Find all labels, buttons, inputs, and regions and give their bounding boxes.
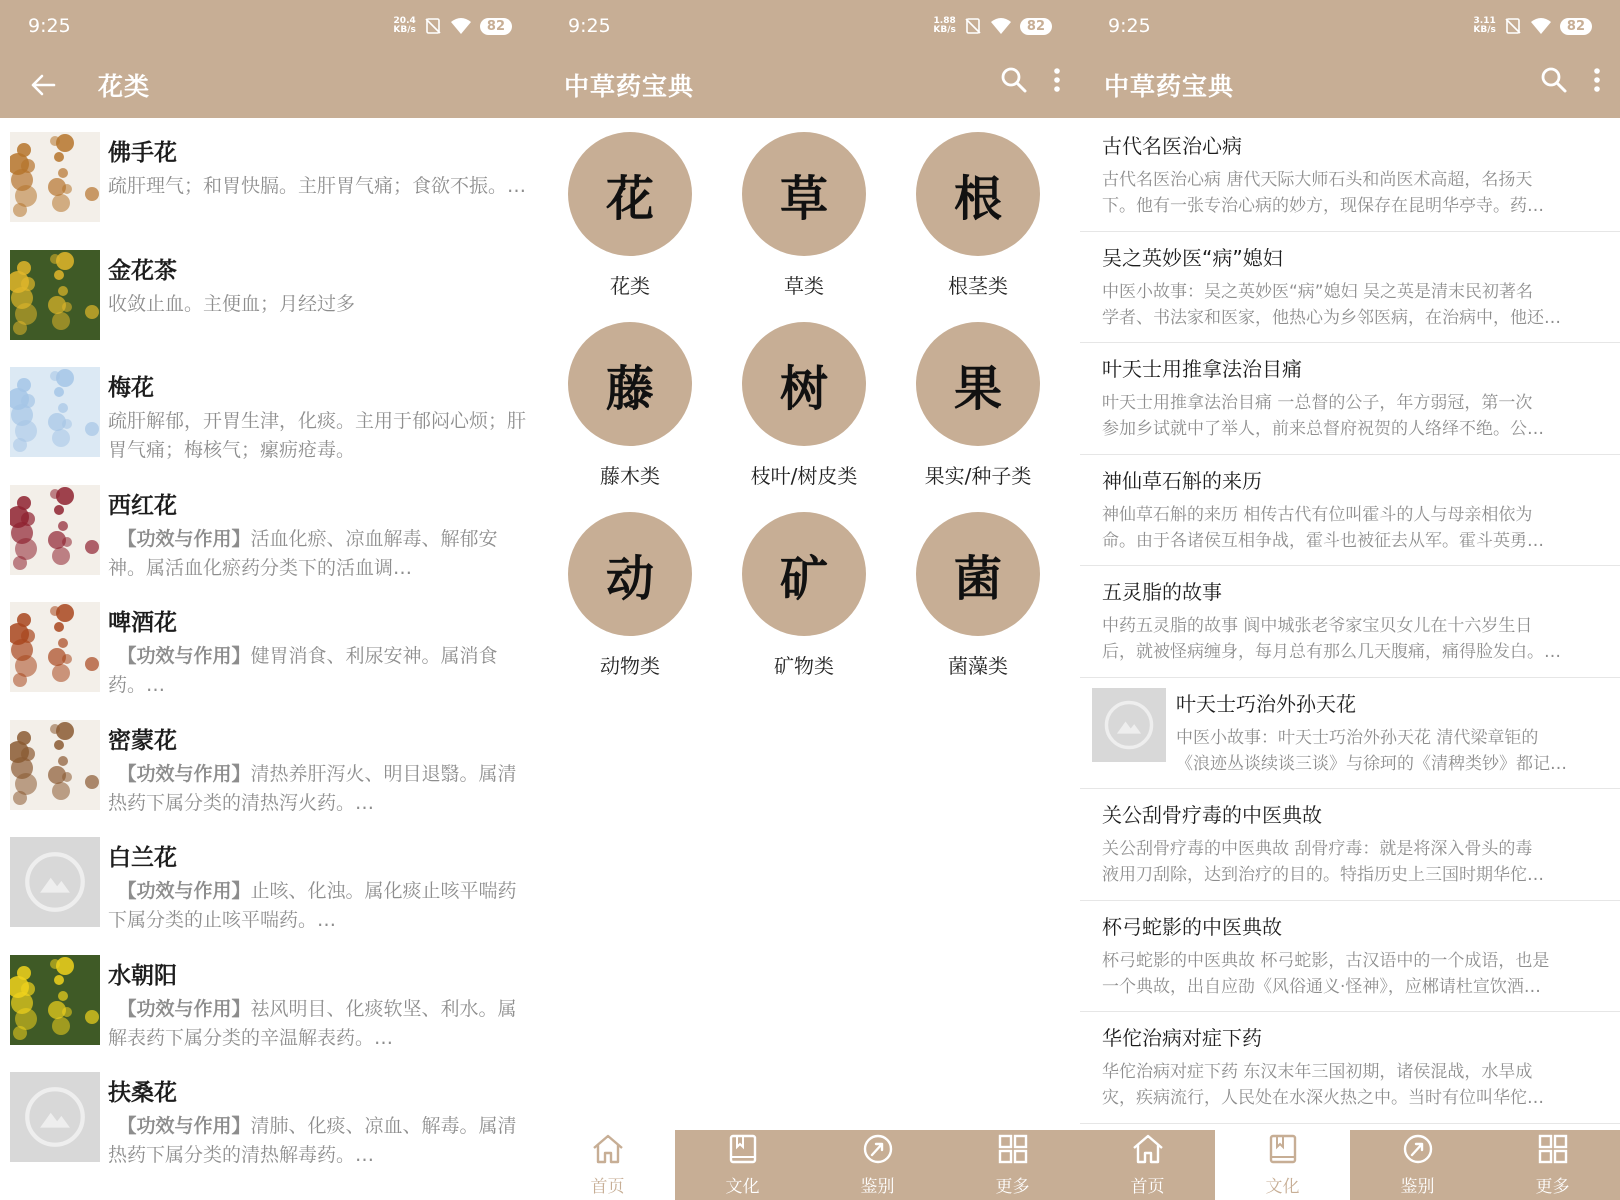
article-summary-line: 下。他有一张专治心病的妙方，现保存在昆明华亭寺。药… (1102, 196, 1544, 216)
article-item[interactable] (1080, 789, 1620, 901)
article-summary (1102, 279, 1608, 331)
app-title: 中草药宝典 (564, 72, 695, 101)
herb-list-item[interactable] (0, 359, 540, 477)
herb-thumbnail (10, 485, 100, 575)
status-bar (0, 0, 540, 52)
herb-description (108, 407, 528, 465)
article-summary-line: 参加乡试就中了举人，前来总督府祝贺的人络绎不绝。公… (1102, 419, 1544, 439)
battery-icon: 82 (480, 18, 512, 35)
herb-name: 金花茶 (108, 257, 177, 284)
category-1[interactable] (540, 132, 720, 299)
herb-thumbnail (10, 602, 100, 692)
herb-thumbnail (10, 1072, 100, 1162)
herb-photo (10, 132, 100, 222)
category-6[interactable] (888, 322, 1068, 489)
nav-book[interactable] (1215, 1130, 1350, 1200)
article-title: 五灵脂的故事 (1102, 580, 1222, 604)
nav-label: 鉴别 (860, 1177, 895, 1197)
battery-icon: 82 (1560, 18, 1592, 35)
article-summary-line: 神仙草石斛的来历 相传古代有位叫霍斗的人与母亲相依为 (1102, 504, 1533, 525)
category-label: 根茎类 (948, 274, 1008, 298)
page-title: 花类 (98, 72, 151, 101)
app-bar (540, 0, 1080, 118)
network-speed: 1.88 KB/s (933, 16, 956, 35)
herb-description (108, 290, 528, 319)
article-title: 杯弓蛇影的中医典故 (1102, 914, 1282, 939)
app-bar (1080, 0, 1620, 118)
nav-grid[interactable] (1485, 1130, 1620, 1200)
image-placeholder-icon (23, 1085, 87, 1149)
herb-list-item[interactable] (0, 124, 540, 242)
article-summary-line: 后，就被怪病缠身，每月总有那么几天腹痛，痛得脸发白。… (1102, 642, 1561, 662)
back-arrow-icon[interactable] (24, 66, 62, 104)
app-bar (0, 0, 540, 118)
home-icon (1131, 1133, 1165, 1172)
article-item[interactable] (1080, 343, 1620, 455)
search-icon[interactable] (1540, 66, 1568, 94)
article-title: 古代名医治心病 (1102, 134, 1242, 158)
herb-description-text: 活血化瘀、凉血解毒、解郁安神。属活血化瘀药分类下的活血调… (108, 527, 498, 579)
herb-thumbnail (10, 720, 100, 810)
article-summary-line: 关公刮骨疗毒的中医典故 刮骨疗毒：就是将深入骨头的毒 (1102, 839, 1533, 859)
herb-description-text: 清肺、化痰、凉血、解毒。属清热药下属分类的清热解毒药。… (108, 1115, 517, 1166)
article-summary-line: 中医小故事：吴之英妙医“病”媳妇 吴之英是清末民初著名 (1102, 281, 1534, 302)
nav-label: 文化 (725, 1177, 760, 1197)
article-summary-line: 液用刀刮除，达到治疗的目的。特指历史上三国时期华佗… (1102, 865, 1544, 885)
herb-description-text: 疏肝解郁，开胃生津，化痰。主用于郁闷心烦；肝胃气痛；梅核气；瘰疬疮毒。 (108, 410, 527, 461)
toolbar (0, 52, 540, 118)
effect-tag: 【功效与作用】 (108, 645, 251, 667)
article-summary (1102, 167, 1608, 219)
article-summary-line: 中医小故事：叶天士巧治外孙天花 清代梁章钜的 (1176, 727, 1539, 748)
bottom-nav (540, 1130, 1080, 1200)
grid-icon (1536, 1133, 1570, 1172)
no-sim-icon (1504, 17, 1522, 35)
herb-description (108, 525, 528, 583)
article-summary-line: 中药五灵脂的故事 阆中城张老爷家宝贝女儿在十六岁生日 (1102, 616, 1533, 636)
herb-photo (10, 485, 100, 575)
article-summary (1102, 502, 1608, 554)
herb-description-text: 疏肝理气；和胃快膈。主肝胃气痛；食欲不振。… (108, 175, 527, 197)
herb-list-item[interactable] (0, 947, 540, 1065)
category-icon: 藤 (568, 322, 692, 446)
nav-label: 首页 (1130, 1177, 1165, 1197)
nav-label: 鉴别 (1400, 1177, 1435, 1197)
category-icon: 菌 (916, 512, 1040, 636)
category-2[interactable] (714, 132, 894, 299)
category-label: 菌藻类 (948, 654, 1008, 678)
nav-label: 文化 (1265, 1177, 1300, 1197)
herb-list-item[interactable] (0, 594, 540, 712)
article-summary (1102, 836, 1608, 888)
herb-name: 水朝阳 (108, 962, 177, 989)
herb-description-text: 祛风明目、化痰软坚、利水。属解表药下属分类的辛温解表药。… (108, 997, 517, 1049)
battery-icon: 82 (1020, 18, 1052, 35)
herb-list-item[interactable] (0, 829, 540, 947)
category-icon: 草 (742, 132, 866, 256)
herb-photo (10, 367, 100, 457)
article-summary-line: 杯弓蛇影的中医典故 杯弓蛇影，古汉语中的一个成语，也是 (1102, 950, 1550, 971)
effect-tag: 【功效与作用】 (108, 527, 251, 550)
app-title: 中草药宝典 (1104, 72, 1235, 101)
flower-list-screen (0, 0, 540, 1200)
article-summary-line: 一个典故，出自应劭《风俗通义·怪神》，应郴请杜宣饮酒… (1102, 976, 1541, 997)
herb-name: 密蒙花 (108, 727, 177, 754)
article-thumbnail (1092, 688, 1166, 762)
toolbar (540, 52, 1080, 118)
compass-icon (1401, 1133, 1435, 1172)
article-summary-line: 古代名医治心病 唐代天际大师石头和尚医术高超，名扬天 (1102, 170, 1533, 190)
status-time: 9:25 (28, 15, 71, 37)
article-summary (1102, 948, 1608, 1000)
category-9[interactable] (888, 512, 1068, 679)
article-item[interactable] (1080, 1012, 1620, 1124)
nav-grid[interactable] (945, 1130, 1080, 1200)
herb-thumbnail (10, 132, 100, 222)
article-summary-line: 叶天士用推拿法治目痛 一总督的公子，年方弱冠，第一次 (1102, 393, 1533, 413)
herb-photo (10, 250, 100, 340)
category-3[interactable] (888, 132, 1068, 299)
home-icon (591, 1133, 625, 1172)
herb-description-text: 清热养肝泻火、明目退翳。属清热药下属分类的清热泻火药。… (108, 762, 517, 814)
effect-tag: 【功效与作用】 (108, 1115, 251, 1137)
article-title: 吴之英妙医“病”媳妇 (1102, 245, 1283, 270)
herb-description-text: 止咳、化浊。属化痰止咳平喘药下属分类的止咳平喘药。… (108, 880, 517, 931)
herb-name: 白兰花 (108, 845, 177, 871)
herb-description (108, 760, 528, 818)
article-title: 关公刮骨疗毒的中医典故 (1102, 803, 1322, 827)
category-icon: 树 (742, 322, 866, 446)
home-screen (540, 0, 1080, 1200)
article-summary (1102, 613, 1608, 665)
herb-list-item[interactable] (0, 712, 540, 830)
wifi-icon (990, 17, 1012, 35)
herb-description-text: 收敛止血。主便血；月经过多 (108, 292, 356, 315)
nav-compass[interactable] (810, 1130, 945, 1200)
image-placeholder-icon (1103, 699, 1155, 751)
article-summary (1176, 725, 1608, 777)
article-summary (1102, 1059, 1608, 1111)
article-summary (1102, 390, 1608, 442)
category-label: 矿物类 (774, 654, 834, 678)
article-item[interactable] (1080, 232, 1620, 344)
wifi-icon (1530, 17, 1552, 35)
article-title: 华佗治病对症下药 (1102, 1026, 1262, 1050)
category-icon: 根 (916, 132, 1040, 256)
herb-description (108, 995, 528, 1053)
status-icons (1473, 17, 1592, 35)
category-label: 草类 (784, 274, 824, 298)
grid-icon (996, 1133, 1030, 1172)
article-summary-line: 《浪迹丛谈续谈三谈》与徐珂的《清稗类钞》都记… (1176, 753, 1567, 774)
compass-icon (861, 1133, 895, 1172)
category-7[interactable] (540, 512, 720, 679)
nav-home[interactable] (540, 1130, 675, 1200)
article-item[interactable] (1080, 120, 1620, 232)
category-label: 果实/种子类 (924, 464, 1032, 488)
herb-description (108, 642, 528, 700)
herb-name: 梅花 (108, 375, 154, 401)
nav-label: 首页 (590, 1177, 625, 1197)
article-summary-line: 华佗治病对症下药 东汉末年三国初期，诸侯混战，水旱成 (1102, 1062, 1533, 1082)
book-icon (1266, 1133, 1300, 1172)
effect-tag: 【功效与作用】 (108, 762, 251, 785)
article-summary-line: 灾，疾病流行，人民处在水深火热之中。当时有位叫华佗… (1102, 1088, 1544, 1108)
herb-name: 西红花 (108, 492, 177, 519)
article-list (1080, 120, 1620, 1124)
herb-list-item[interactable] (0, 477, 540, 595)
herb-name: 扶桑花 (108, 1080, 177, 1106)
category-label: 花类 (610, 274, 650, 298)
culture-screen (1080, 0, 1620, 1200)
herb-description (108, 1112, 528, 1170)
herb-photo (10, 602, 100, 692)
article-summary-line: 命。由于各诸侯互相争战，霍斗也被征去从军。霍斗英勇… (1102, 530, 1544, 551)
network-speed: 20.4 KB/s (393, 16, 416, 35)
category-icon: 矿 (742, 512, 866, 636)
article-title: 叶天士用推拿法治目痛 (1102, 357, 1302, 381)
wifi-icon (450, 17, 472, 35)
book-icon (726, 1133, 760, 1172)
category-icon: 果 (916, 322, 1040, 446)
herb-name: 佛手花 (108, 140, 177, 166)
article-title: 神仙草石斛的来历 (1102, 468, 1262, 493)
herb-photo (10, 955, 100, 1045)
toolbar (1080, 52, 1620, 118)
bottom-nav (1080, 1130, 1620, 1200)
toolbar-actions (1540, 66, 1602, 94)
effect-tag: 【功效与作用】 (108, 880, 251, 902)
status-bar (540, 0, 1080, 52)
status-time: 9:25 (1108, 15, 1151, 37)
article-summary-line: 学者、书法家和医家，他热心为乡邻医病，在治病中，他还… (1102, 307, 1561, 328)
image-placeholder-icon (23, 850, 87, 914)
nav-label: 更多 (995, 1177, 1030, 1197)
network-speed: 3.11 KB/s (1473, 16, 1496, 35)
article-item[interactable] (1080, 566, 1620, 678)
herb-list (0, 118, 540, 1182)
category-4[interactable] (540, 322, 720, 489)
toolbar-actions (1000, 66, 1062, 94)
herb-thumbnail (10, 837, 100, 927)
more-vert-icon[interactable] (1592, 66, 1602, 94)
herb-list-item[interactable] (0, 1064, 540, 1182)
status-icons (393, 17, 512, 35)
nav-home[interactable] (1080, 1130, 1215, 1200)
article-item[interactable] (1080, 678, 1620, 790)
status-bar (1080, 0, 1620, 52)
category-icon: 花 (568, 132, 692, 256)
category-label: 枝叶/树皮类 (750, 464, 858, 488)
herb-description-text: 健胃消食、利尿安神。属消食药。… (108, 645, 498, 696)
status-time: 9:25 (568, 15, 611, 37)
category-label: 动物类 (600, 654, 660, 678)
nav-compass[interactable] (1350, 1130, 1485, 1200)
nav-book[interactable] (675, 1130, 810, 1200)
herb-description (108, 172, 528, 201)
article-item[interactable] (1080, 455, 1620, 567)
status-icons (933, 17, 1052, 35)
herb-thumbnail (10, 250, 100, 340)
herb-thumbnail (10, 367, 100, 457)
no-sim-icon (964, 17, 982, 35)
article-item[interactable] (1080, 901, 1620, 1013)
article-title: 叶天士巧治外孙天花 (1176, 691, 1356, 716)
search-icon[interactable] (1000, 66, 1028, 94)
herb-list-item[interactable] (0, 242, 540, 360)
effect-tag: 【功效与作用】 (108, 997, 251, 1020)
more-vert-icon[interactable] (1052, 66, 1062, 94)
nav-label: 更多 (1535, 1177, 1570, 1197)
herb-photo (10, 720, 100, 810)
category-5[interactable] (714, 322, 894, 489)
herb-name: 啤酒花 (108, 610, 177, 636)
no-sim-icon (424, 17, 442, 35)
category-8[interactable] (714, 512, 894, 679)
category-label: 藤木类 (600, 464, 660, 488)
category-icon: 动 (568, 512, 692, 636)
herb-description (108, 877, 528, 935)
herb-thumbnail (10, 955, 100, 1045)
